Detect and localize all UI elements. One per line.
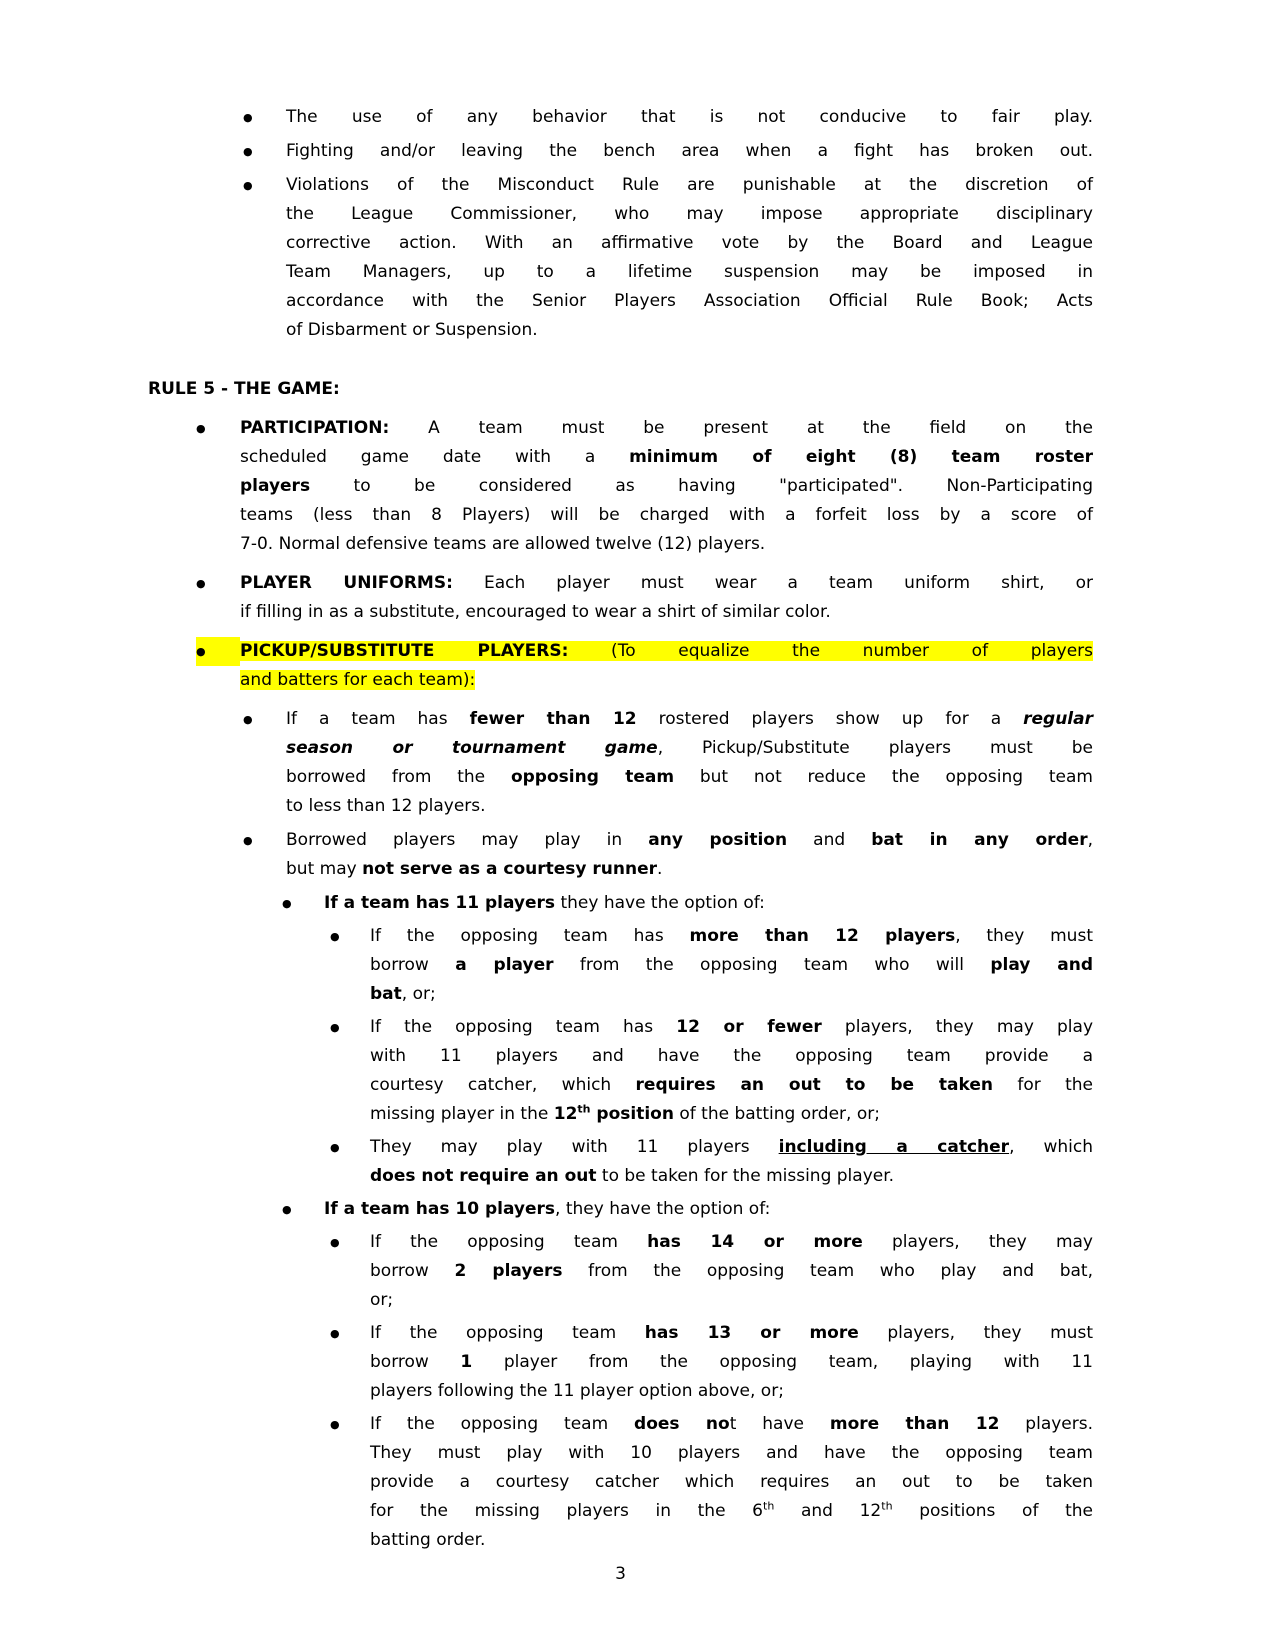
text-line: If a team has fewer than 12 rostered players show up for a regular: [286, 709, 1093, 729]
bullet-item: [0, 137, 1275, 166]
text-line: and batters for each team):: [240, 670, 476, 690]
text-line: The use of any behavior that is not conducive to fair play.: [286, 107, 1093, 127]
bullet-item: [0, 922, 1275, 1009]
text-line: players following the 11 player option above, or;: [370, 1381, 784, 1401]
bullet-item: [0, 1133, 1275, 1191]
text-line: If a team has 10 players, they have the option of:: [324, 1199, 771, 1219]
bullet-icon: ●: [330, 1418, 340, 1431]
text-line: If the opposing team has 12 or fewer players, they may play: [370, 1017, 1094, 1037]
text-line: does not require an out to be taken for the missing player.: [370, 1166, 895, 1186]
bullet-icon: ●: [243, 179, 253, 192]
bullet-icon: ●: [196, 422, 206, 435]
bullet-icon: ●: [282, 897, 292, 910]
text-line: borrow a player from the opposing team who will play and: [370, 955, 1093, 975]
text-line: borrow 2 players from the opposing team who play and bat,: [370, 1261, 1094, 1281]
bullet-icon: ●: [330, 1021, 340, 1034]
text-line: borrowed from the opposing team but not reduce the opposing team: [286, 767, 1093, 787]
bullet-item: [0, 103, 1275, 132]
text-line: scheduled game date with a minimum of eight (8) team roster: [240, 447, 1093, 467]
bullet-icon: ●: [243, 834, 253, 847]
bullet-item: [0, 1228, 1275, 1315]
bullet-icon: ●: [330, 930, 340, 943]
text-line: They may play with 11 players including a catcher, which: [370, 1137, 1093, 1157]
text-line: They must play with 10 players and have the opposing team: [370, 1443, 1093, 1463]
text-line: PICKUP/SUBSTITUTE PLAYERS: (To equalize the number of players: [240, 641, 1093, 661]
bullet-item: [0, 826, 1275, 884]
bullet-icon: ●: [243, 713, 253, 726]
text-line: Borrowed players may play in any position and bat in any order,: [286, 830, 1093, 850]
text-line: season or tournament game, Pickup/Substitute players must be: [286, 738, 1094, 758]
text-line: provide a courtesy catcher which requires an out to be taken: [370, 1472, 1093, 1492]
text-line: for the missing players in the 6th and 12th positions of the: [370, 1499, 1093, 1521]
text-line: 7-0. Normal defensive teams are allowed twelve (12) players.: [240, 534, 766, 554]
bullet-item: [0, 171, 1275, 345]
text-line: If the opposing team has 14 or more players, they may: [370, 1232, 1093, 1252]
text-line: to less than 12 players.: [286, 796, 486, 816]
page-number: 3: [615, 1564, 626, 1584]
text-line: If a team has 11 players they have the option of:: [324, 893, 765, 913]
bullet-item: [0, 1195, 1275, 1224]
text-line: PARTICIPATION: A team must be present at the field on the: [240, 418, 1093, 438]
text-line: with 11 players and have the opposing team provide a: [370, 1046, 1093, 1066]
section-heading: [0, 375, 1275, 404]
bullet-item: [0, 705, 1275, 821]
bullet-item: [0, 1013, 1275, 1129]
bullet-icon: ●: [243, 145, 253, 158]
document-content: [0, 98, 1275, 1559]
text-line: courtesy catcher, which requires an out to be taken for the: [370, 1075, 1093, 1095]
text-line: of Disbarment or Suspension.: [286, 320, 538, 340]
text-line: Violations of the Misconduct Rule are punishable at the discretion of: [286, 175, 1093, 195]
bullet-icon: ●: [196, 637, 240, 666]
bullet-icon: ●: [282, 1203, 292, 1216]
text-line: borrow 1 player from the opposing team, playing with 11: [370, 1352, 1093, 1372]
text-line: or;: [370, 1290, 394, 1310]
bullet-icon: ●: [243, 111, 253, 124]
text-line: accordance with the Senior Players Association Official Rule Book; Acts: [286, 291, 1093, 311]
text-line: teams (less than 8 Players) will be charged with a forfeit loss by a score of: [240, 505, 1093, 525]
bullet-item: [0, 569, 1275, 627]
text-line: if filling in as a substitute, encouraged to wear a shirt of similar color.: [240, 602, 831, 622]
text-line: Team Managers, up to a lifetime suspension may be imposed in: [286, 262, 1093, 282]
bullet-item: [0, 637, 1275, 695]
text-line: PLAYER UNIFORMS: Each player must wear a team uniform shirt, or: [240, 573, 1093, 593]
text-line: but may not serve as a courtesy runner.: [286, 859, 663, 879]
text-line: missing player in the 12th position of the batting order, or;: [370, 1102, 880, 1124]
text-line: Fighting and/or leaving the bench area when a fight has broken out.: [286, 141, 1093, 161]
bullet-item: [0, 414, 1275, 559]
bullet-icon: ●: [330, 1141, 340, 1154]
bullet-item: [0, 1410, 1275, 1555]
text-line: batting order.: [370, 1530, 486, 1550]
text-line: corrective action. With an affirmative vote by the Board and League: [286, 233, 1093, 253]
bullet-icon: ●: [330, 1236, 340, 1249]
bullet-icon: ●: [196, 577, 206, 590]
text-line: RULE 5 - THE GAME:: [148, 379, 340, 399]
text-line: bat, or;: [370, 984, 436, 1004]
text-line: the League Commissioner, who may impose appropriate disciplinary: [286, 204, 1093, 224]
bullet-icon: ●: [330, 1327, 340, 1340]
text-line: If the opposing team does not have more than 12 players.: [370, 1414, 1094, 1434]
text-line: If the opposing team has 13 or more players, they must: [370, 1323, 1093, 1343]
bullet-item: [0, 1319, 1275, 1406]
text-line: If the opposing team has more than 12 players, they must: [370, 926, 1093, 946]
bullet-item: [0, 889, 1275, 918]
text-line: players to be considered as having "participated". Non-Participating: [240, 476, 1093, 496]
